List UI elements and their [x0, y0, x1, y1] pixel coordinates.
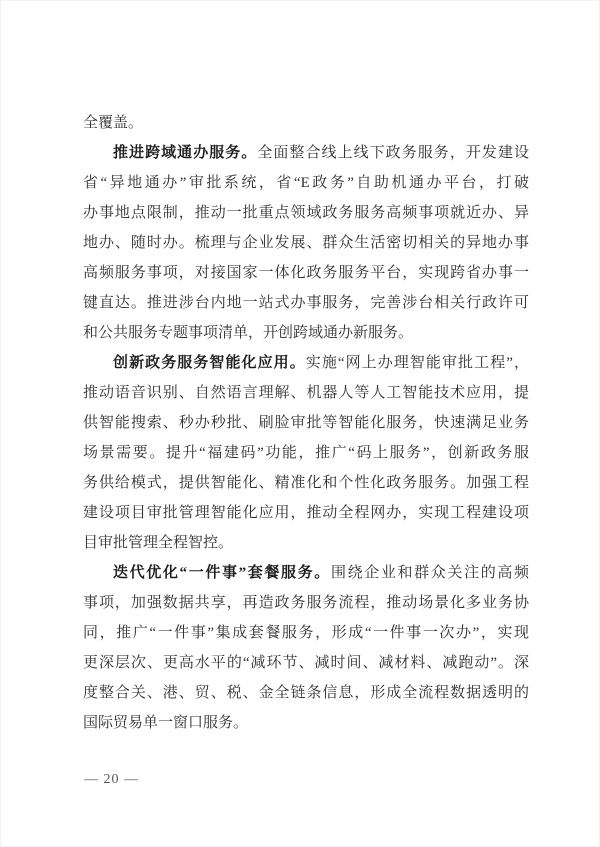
text-line	[83, 408, 529, 438]
line-bold-lead: 推进跨域通办服务。	[113, 145, 258, 161]
text-line	[83, 348, 529, 378]
body-text	[83, 108, 529, 738]
line-bold-lead: 迭代优化“一件事”套餐服务。	[113, 565, 331, 581]
text-line	[83, 108, 529, 138]
text-line	[83, 318, 529, 348]
line-text: 目审批管理全程智控。	[83, 535, 234, 551]
line-text: 更深层次、更高水平的“减环节、减时间、减材料、减跑动”。深	[83, 655, 529, 671]
text-line	[83, 258, 529, 288]
text-line	[83, 558, 529, 588]
line-text: 推动语音识别、自然语言理解、机器人等人工智能技术应用，提	[83, 385, 529, 401]
line-text: 办事地点限制，推动一批重点领域政务服务高频事项就近办、异	[83, 205, 529, 221]
text-line	[83, 378, 529, 408]
text-line	[83, 588, 529, 618]
line-text: 供智能搜索、秒办秒批、刷脸审批等智能化服务，快速满足业务	[83, 415, 529, 431]
text-line	[83, 228, 529, 258]
line-text: 建设项目审批管理智能化应用，推动全程网办，实现工程建设项	[83, 505, 529, 521]
line-text: 国际贸易单一窗口服务。	[83, 715, 249, 731]
line-text: 实施“网上办理智能审批工程”，	[305, 355, 529, 371]
text-line	[83, 168, 529, 198]
text-line	[83, 498, 529, 528]
line-text: 度整合关、港、贸、税、金全链条信息，形成全流程数据透明的	[83, 685, 529, 701]
text-line	[83, 648, 529, 678]
line-text: 键直达。推进涉台内地一站式办事服务，完善涉台相关行政许可	[83, 295, 529, 311]
line-text: 围绕企业和群众关注的高频	[330, 565, 529, 581]
line-bold-lead: 创新政务服务智能化应用。	[113, 355, 306, 371]
text-line	[83, 468, 529, 498]
line-text: 全面整合线上线下政务服务，开发建设	[257, 145, 529, 161]
page-number: — 20 —	[84, 772, 139, 787]
line-text: 同，推广“一件事”集成套餐服务，形成“一件事一次办”，实现	[83, 625, 529, 641]
text-line	[83, 288, 529, 318]
text-line	[83, 618, 529, 648]
line-text: 务供给模式，提供智能化、精准化和个性化政务服务。加强工程	[83, 475, 529, 491]
line-text: 省“异地通办”审批系统，省“E政务”自助机通办平台，打破	[83, 175, 529, 191]
line-text: 和公共服务专题事项清单，开创跨域通办新服务。	[83, 325, 414, 341]
text-line	[83, 708, 529, 738]
text-line	[83, 438, 529, 468]
text-line	[83, 198, 529, 228]
line-text: 全覆盖。	[83, 115, 144, 131]
line-text: 地办、随时办。梳理与企业发展、群众生活密切相关的异地办事	[83, 235, 529, 251]
text-line	[83, 678, 529, 708]
line-text: 场景需要。提升“福建码”功能，推广“码上服务”，创新政务服	[83, 445, 529, 461]
line-text: 事项，加强数据共享，再造政务服务流程，推动场景化多业务协	[83, 595, 529, 611]
line-text: 高频服务事项，对接国家一体化政务服务平台，实现跨省办事一	[83, 265, 529, 281]
text-line	[83, 528, 529, 558]
text-line	[83, 138, 529, 168]
